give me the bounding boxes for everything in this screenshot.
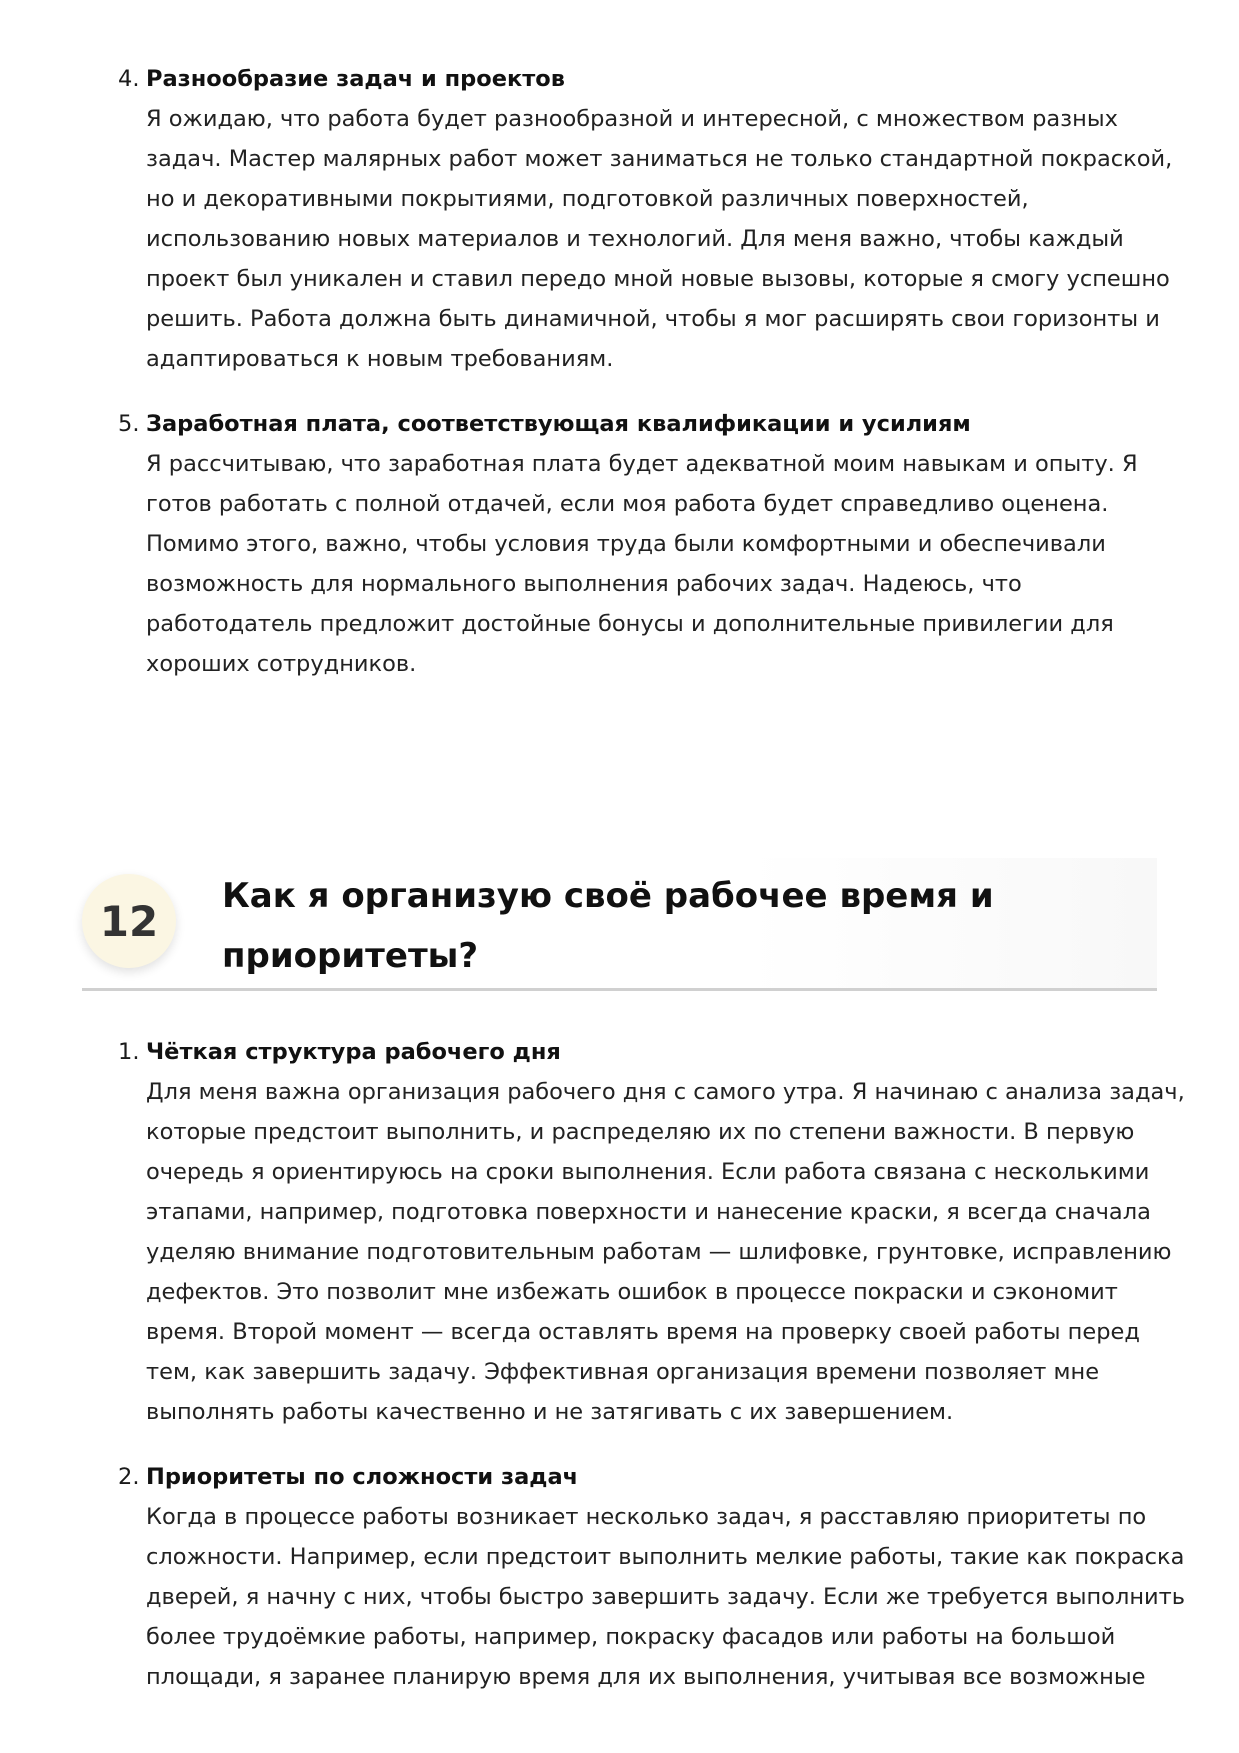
body-line: более трудоёмкие работы, например, покраску фасадов или работы на большой (146, 1624, 1116, 1650)
body-line: Помимо этого, важно, чтобы условия труда были комфортными и обеспечивали (146, 531, 1106, 557)
body-line: тем, как завершить задачу. Эффективная организация времени позволяет мне (146, 1359, 1100, 1385)
body-line: возможность для нормального выполнения рабочих задач. Надеюсь, что (146, 571, 1022, 597)
body-line: дефектов. Это позволит мне избежать ошибок в процессе покраски и сэкономит (146, 1279, 1118, 1305)
list-item-number: 1. (118, 1039, 140, 1065)
section-title (222, 866, 994, 986)
list-item-title: Заработная плата, соответствующая квалификации и усилиям (146, 411, 971, 437)
list-item-title: Разнообразие задач и проектов (146, 66, 566, 92)
body-line: уделяю внимание подготовительным работам — шлифовке, грунтовке, исправлению (146, 1239, 1172, 1265)
section-title-line: приоритеты? (222, 936, 479, 976)
body-line: площади, я заранее планирую время для их выполнения, учитывая все возможные (146, 1664, 1146, 1690)
body-line: Я рассчитываю, что заработная плата будет адекватной моим навыкам и опыту. Я (146, 451, 1138, 477)
body-line: время. Второй момент — всегда оставлять время на проверку своей работы перед (146, 1319, 1140, 1345)
list-item-number: 5. (118, 411, 140, 437)
section-number-badge: 12 (82, 874, 176, 968)
body-line: решить. Работа должна быть динамичной, чтобы я мог расширять свои горизонты и (146, 306, 1160, 332)
body-line: использованию новых материалов и технологий. Для меня важно, чтобы каждый (146, 226, 1124, 252)
list-item-body (146, 1072, 1185, 1432)
section-title-line: Как я организую своё рабочее время и (222, 876, 994, 916)
list-item-number: 2. (118, 1464, 140, 1490)
body-line: Я ожидаю, что работа будет разнообразной и интересной, с множеством разных (146, 106, 1118, 132)
body-line: которые предстоит выполнить, и распределяю их по степени важности. В первую (146, 1119, 1135, 1145)
body-line: готов работать с полной отдачей, если моя работа будет справедливо оценена. (146, 491, 1109, 517)
list-item-body (146, 1497, 1186, 1697)
body-line: проект был уникален и ставил передо мной новые вызовы, которые я смогу успешно (146, 266, 1170, 292)
body-line: очередь я ориентируюсь на сроки выполнения. Если работа связана с несколькими (146, 1159, 1150, 1185)
body-line: Когда в процессе работы возникает несколько задач, я расставляю приоритеты по (146, 1504, 1147, 1530)
list-item-body (146, 444, 1156, 684)
body-line: задач. Мастер малярных работ может заниматься не только стандартной покраской, (146, 146, 1173, 172)
list-item-body (146, 99, 1173, 379)
list-item-title: Приоритеты по сложности задач (146, 1464, 579, 1490)
body-line: адаптироваться к новым требованиям. (146, 346, 614, 372)
body-line: Для меня важна организация рабочего дня с самого утра. Я начинаю с анализа задач, (146, 1079, 1185, 1105)
body-line: выполнять работы качественно и не затягивать с их завершением. (146, 1399, 954, 1425)
body-line: хороших сотрудников. (146, 651, 417, 677)
section-header (82, 858, 1157, 991)
body-line: работодатель предложит достойные бонусы и дополнительные привилегии для (146, 611, 1114, 637)
body-line: этапами, например, подготовка поверхности и нанесение краски, я всегда сначала (146, 1199, 1151, 1225)
body-line: но и декоративными покрытиями, подготовкой различных поверхностей, (146, 186, 1029, 212)
body-line: сложности. Например, если предстоит выполнить мелкие работы, такие как покраска (146, 1544, 1185, 1570)
body-line: дверей, я начну с них, чтобы быстро завершить задачу. Если же требуется выполнить (146, 1584, 1186, 1610)
list-item-title: Чёткая структура рабочего дня (146, 1039, 561, 1065)
list-item-number: 4. (118, 66, 140, 92)
section-divider (82, 988, 1157, 991)
